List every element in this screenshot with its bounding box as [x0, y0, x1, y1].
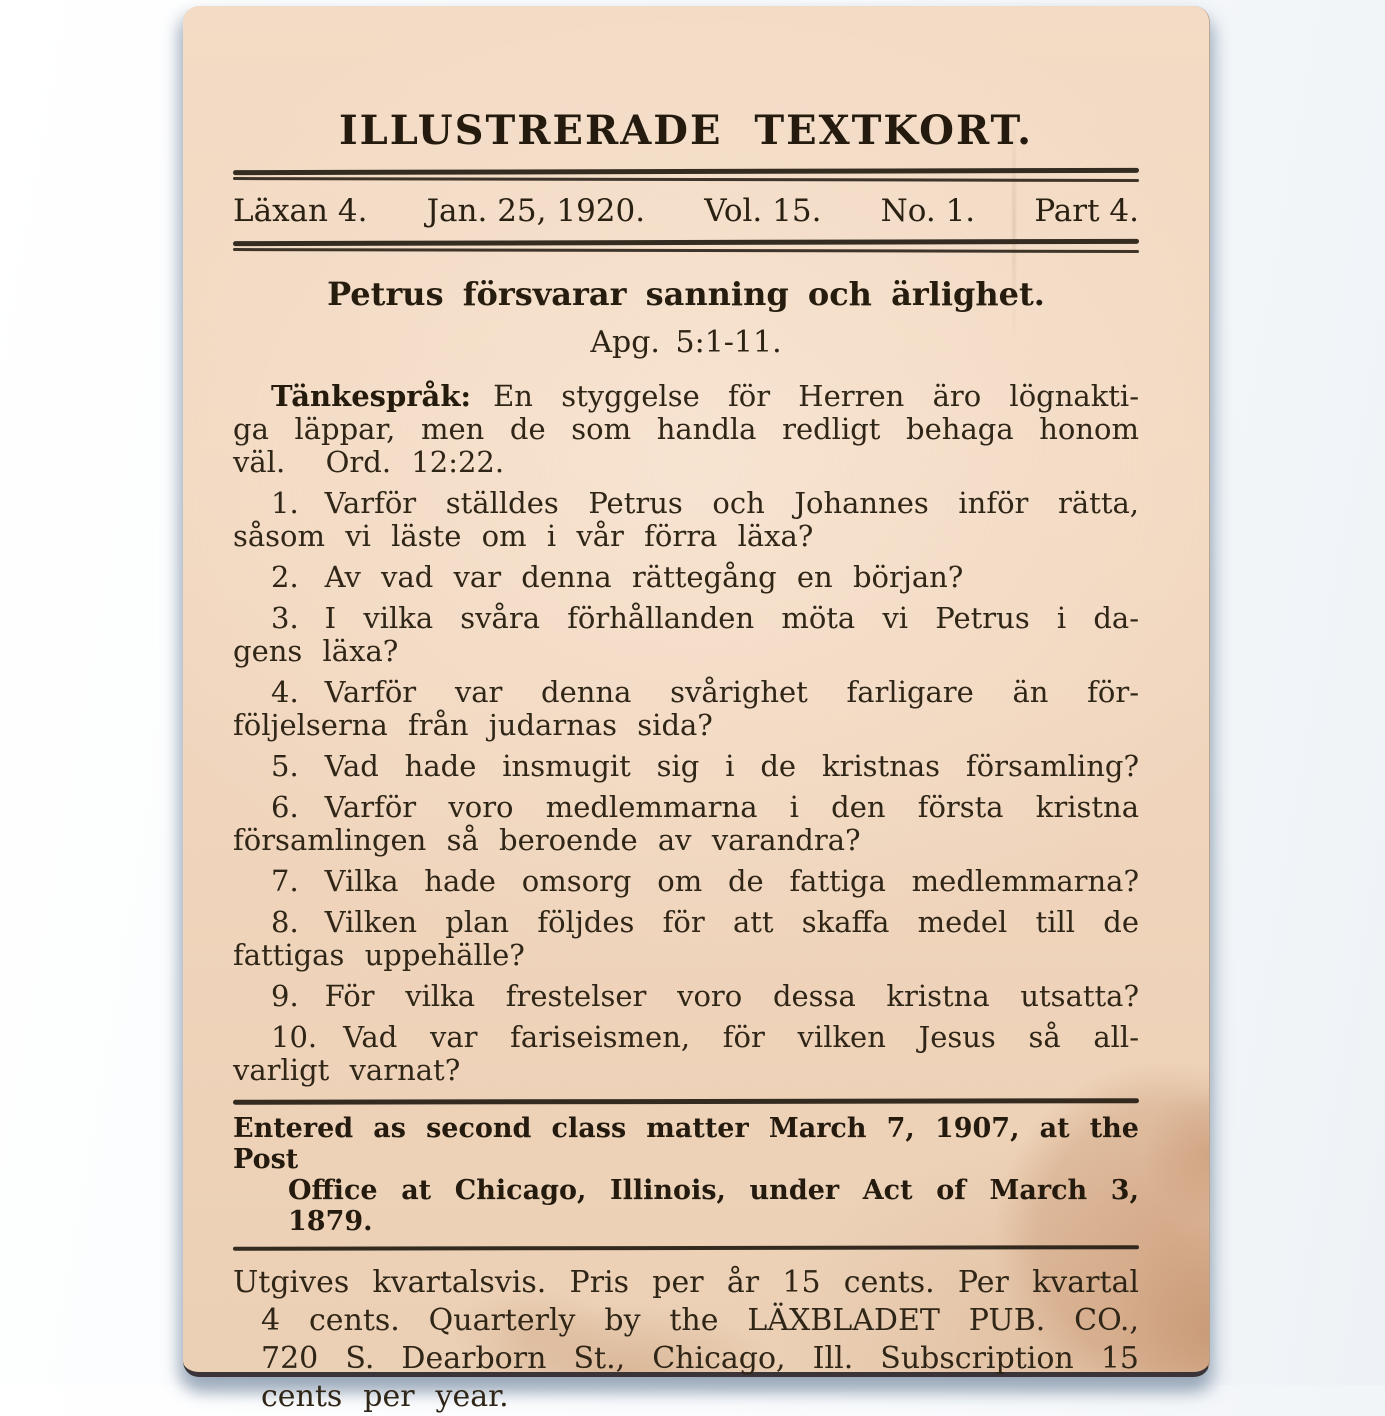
postal-rule-bottom — [233, 1245, 1139, 1251]
issue-line — [233, 191, 1139, 231]
question-text: fattigas uppehälle? — [233, 938, 525, 972]
motto-label: Tänkespråk: — [271, 379, 472, 413]
issue-date: Jan. 25, 1920. — [426, 193, 646, 229]
question-text: gens läxa? — [233, 634, 399, 668]
text-line — [233, 1302, 1139, 1340]
postal-rule-top — [233, 1098, 1139, 1105]
question-text: Varför var denna svårighet farligare än för- — [324, 675, 1139, 709]
text-line — [233, 1175, 1139, 1237]
question-4 — [233, 676, 1139, 742]
text-line — [233, 446, 1139, 479]
postal-text: Entered as second class matter March 7, 1907, at the Post — [233, 1113, 1139, 1175]
question-10 — [233, 1021, 1139, 1087]
issue-lesson: Läxan 4. — [233, 193, 368, 229]
question-text: Av vad var denna rättegång en början? — [324, 560, 964, 594]
question-text: Varför voro medlemmarna i den första kristna — [324, 790, 1139, 824]
text-line — [233, 1113, 1139, 1175]
issue-volume: Vol. 15. — [704, 193, 822, 229]
text-line — [233, 1264, 1139, 1302]
postal-text: Office at Chicago, Illinois, under Act of March 3, 1879. — [288, 1175, 1139, 1237]
question-5 — [233, 750, 1139, 783]
lesson-body — [233, 380, 1139, 1087]
question-number: 2. — [271, 560, 299, 594]
text-line — [233, 865, 1139, 898]
question-text: följelserna från judarnas sida? — [233, 708, 713, 742]
question-text: Vad hade insmugit sig i de kristnas församling? — [324, 749, 1139, 783]
publisher-text: 720 S. Dearborn St., Chicago, Ill. Subscription 15 — [261, 1341, 1139, 1376]
question-8 — [233, 906, 1139, 972]
publisher-notice — [233, 1264, 1139, 1416]
question-7 — [233, 865, 1139, 898]
motto-text: En styggelse för Herren äro lögnakti- — [493, 379, 1139, 413]
scripture-reference: Apg. 5:1-11. — [590, 325, 782, 360]
question-number: 10. — [271, 1020, 318, 1054]
question-number: 6. — [271, 790, 299, 824]
text-card — [183, 6, 1210, 1414]
question-text: såsom vi läste om i vår förra läxa? — [233, 519, 814, 553]
text-line — [233, 520, 1139, 553]
card-content — [183, 108, 1209, 1416]
question-text: varligt varnat? — [233, 1053, 461, 1087]
text-line — [233, 635, 1139, 668]
question-6 — [233, 791, 1139, 857]
question-2 — [233, 561, 1139, 594]
text-line — [233, 750, 1139, 783]
postal-notice — [233, 1113, 1139, 1237]
question-text: I vilka svåra förhållanden möta vi Petrus i da- — [324, 601, 1139, 635]
text-line — [233, 824, 1139, 857]
rule-line — [233, 177, 1139, 182]
question-text: Varför ställdes Petrus och Johannes inför rätta, — [324, 486, 1139, 520]
issue-rule — [233, 240, 1139, 252]
question-text: församlingen så beroende av varandra? — [233, 823, 861, 857]
text-line — [233, 561, 1139, 594]
text-line — [233, 676, 1139, 709]
text-line — [233, 791, 1139, 824]
text-line — [233, 1021, 1139, 1054]
text-line — [233, 487, 1139, 520]
motto-text: väl. Ord. 12:22. — [233, 445, 505, 479]
question-number: 5. — [271, 749, 299, 783]
question-9 — [233, 980, 1139, 1013]
issue-part: Part 4. — [1034, 193, 1139, 229]
rule-line — [233, 168, 1139, 175]
question-3 — [233, 602, 1139, 668]
masthead-rule — [233, 169, 1139, 181]
question-text: Vilka hade omsorg om de fattiga medlemmarna? — [324, 864, 1139, 898]
text-line — [233, 709, 1139, 742]
text-line — [233, 1340, 1139, 1378]
question-text: Vilken plan följdes för att skaffa medel till de — [324, 905, 1139, 939]
text-line — [233, 1378, 1139, 1416]
question-number: 7. — [271, 864, 299, 898]
question-number: 8. — [271, 905, 299, 939]
text-line — [233, 980, 1139, 1013]
issue-number: No. 1. — [880, 193, 976, 229]
masthead-title: ILLUSTRERADE TEXTKORT. — [338, 107, 1034, 154]
text-line — [233, 380, 1139, 413]
lesson-title: Petrus försvarar sanning och ärlighet. — [327, 275, 1045, 313]
question-number: 9. — [271, 979, 299, 1013]
question-number: 1. — [271, 486, 299, 520]
question-text: För vilka frestelser voro dessa kristna utsatta? — [324, 979, 1139, 1013]
motto-text: ga läppar, men de som handla redligt behaga honom — [233, 412, 1139, 446]
question-text: Vad var fariseismen, för vilken Jesus så all- — [343, 1020, 1139, 1054]
text-line — [233, 413, 1139, 446]
text-line — [233, 939, 1139, 972]
question-number: 4. — [271, 675, 299, 709]
text-line — [233, 1054, 1139, 1087]
text-line — [233, 602, 1139, 635]
rule-line — [233, 239, 1139, 246]
text-line — [233, 906, 1139, 939]
question-1 — [233, 487, 1139, 553]
publisher-text: cents per year. — [261, 1379, 509, 1414]
publisher-text: 4 cents. Quarterly by the LÄXBLADET PUB. CO., — [261, 1303, 1139, 1338]
question-number: 3. — [271, 601, 299, 635]
publisher-text: Utgives kvartalsvis. Pris per år 15 cents. Per kvartal — [233, 1265, 1139, 1300]
motto-paragraph — [233, 380, 1139, 479]
rule-line — [233, 248, 1139, 253]
